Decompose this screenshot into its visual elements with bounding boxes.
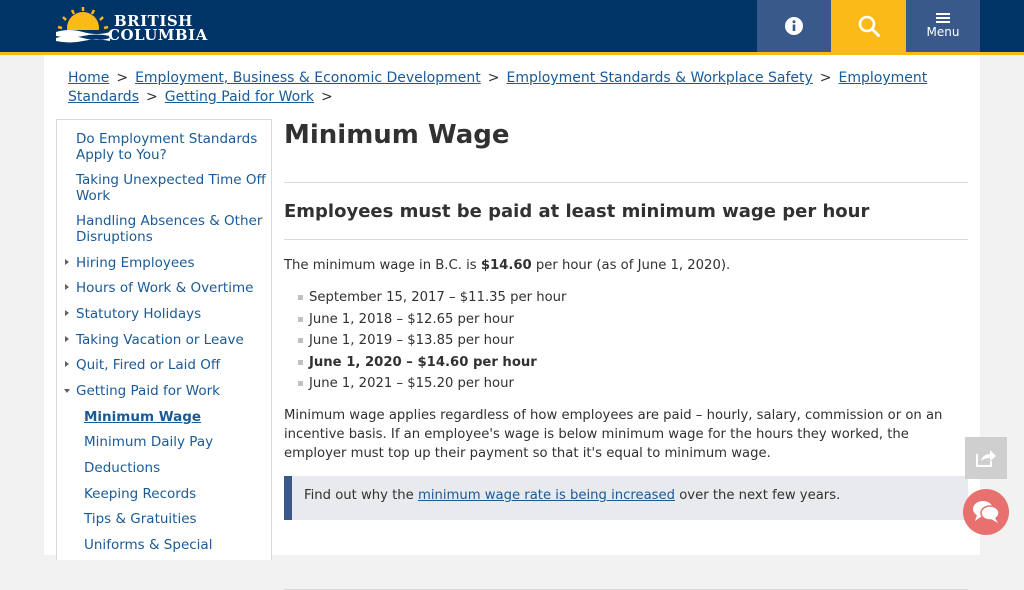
list-item: June 1, 2019 – $13.85 per hour (298, 330, 566, 352)
nav-subitem-keeping-records[interactable] (84, 486, 274, 502)
nav-subitem-tips[interactable] (84, 511, 274, 527)
info-button[interactable] (757, 0, 831, 52)
breadcrumb-getting-paid[interactable]: Getting Paid for Work (164, 89, 315, 105)
breadcrumb-separator: > (487, 70, 500, 86)
search-icon (858, 15, 880, 37)
list-item: June 1, 2018 – $12.65 per hour (298, 309, 566, 331)
nav-item-quit[interactable] (76, 357, 266, 373)
logo-line-columbia: COLUMBIA (108, 26, 208, 44)
info-callout (284, 476, 968, 520)
logo-line-british: BRITISH (114, 12, 193, 30)
share-icon (975, 448, 997, 468)
nav-item-vacation[interactable] (76, 332, 266, 348)
menu-button[interactable] (906, 0, 980, 52)
breadcrumb-separator: > (321, 89, 333, 105)
intro-paragraph (284, 256, 968, 275)
nav-subitem-minimum-wage[interactable] (84, 409, 274, 425)
nav-subitem-minimum-daily-pay[interactable] (84, 434, 274, 450)
caret-down-icon (64, 389, 70, 393)
nav-item-label: Taking Unexpected Time Off Work (76, 172, 266, 204)
sun-logo-icon (54, 6, 112, 46)
nav-item-label: Quit, Fired or Laid Off (76, 357, 221, 373)
breadcrumb-separator: > (819, 70, 832, 86)
nav-item-label: Deductions (84, 460, 161, 476)
breadcrumb-home[interactable]: Home (68, 70, 110, 86)
list-item: September 15, 2017 – $11.35 per hour (298, 287, 566, 309)
chat-button[interactable] (963, 489, 1009, 535)
callout-link[interactable]: minimum wage rate is being increased (417, 488, 676, 503)
breadcrumb-employment-business[interactable]: Employment, Business & Economic Development (135, 70, 481, 86)
share-button[interactable] (965, 437, 1007, 479)
divider (284, 182, 968, 183)
nav-item-label: Minimum Daily Pay (84, 434, 214, 450)
nav-item-label: Do Employment Standards Apply to You? (76, 131, 258, 163)
list-item-current: June 1, 2020 – $14.60 per hour (298, 352, 566, 374)
nav-subitem-deductions[interactable] (84, 460, 274, 476)
callout-text: Find out why the (304, 488, 418, 503)
info-icon (785, 17, 803, 35)
divider (284, 239, 968, 240)
bc-logo[interactable] (54, 6, 208, 48)
nav-item-apply[interactable] (76, 131, 266, 163)
logo-wordmark (108, 12, 208, 44)
nav-item-label: Tips & Gratuities (84, 511, 197, 527)
side-navigation (56, 119, 272, 560)
nav-item-label: Getting Paid for Work (76, 383, 220, 399)
caret-right-icon (65, 361, 69, 367)
nav-item-label: Minimum Wage (84, 409, 202, 425)
caret-right-icon (65, 310, 69, 316)
page-title: Minimum Wage (284, 120, 510, 150)
section-heading: Employees must be paid at least minimum wage per hour (284, 201, 870, 222)
nav-item-label: Keeping Records (84, 486, 197, 502)
nav-item-statutory[interactable] (76, 306, 266, 322)
nav-item-unexpected-time-off[interactable] (76, 172, 266, 204)
breadcrumb-employment-standards[interactable]: Employment Standards (68, 70, 928, 105)
breadcrumb (68, 69, 948, 107)
nav-item-absences[interactable] (76, 213, 266, 245)
page-content (44, 55, 980, 555)
chat-icon (971, 499, 1001, 525)
current-wage-value: $14.60 (480, 258, 532, 273)
menu-label: Menu (926, 25, 960, 39)
nav-item-label: Uniforms & Special (84, 537, 213, 553)
caret-right-icon (65, 336, 69, 342)
intro-text: The minimum wage in B.C. is (284, 258, 481, 273)
list-item: June 1, 2021 – $15.20 per hour (298, 373, 566, 395)
breadcrumb-separator: > (145, 89, 158, 105)
callout-text-end: over the next few years. (675, 488, 841, 503)
breadcrumb-employment-standards-safety[interactable]: Employment Standards & Workplace Safety (506, 70, 813, 86)
nav-item-label: Handling Absences & Other Disruptions (76, 213, 263, 245)
nav-item-hiring[interactable] (76, 255, 266, 271)
nav-item-label: Hiring Employees (76, 255, 195, 271)
nav-item-getting-paid[interactable] (76, 383, 266, 399)
nav-item-label: Statutory Holidays (76, 306, 202, 322)
body-paragraph: Minimum wage applies regardless of how employees are paid – hourly, salary, commission or on an incentive basis. If an employee's wage is below minimum wage for the hours they worked, the employer must top up their payment so that it's equal to minimum wage. (284, 408, 943, 461)
caret-right-icon (65, 259, 69, 265)
search-button[interactable] (831, 0, 906, 52)
hamburger-icon (936, 13, 950, 23)
nav-item-label: Taking Vacation or Leave (76, 332, 244, 348)
site-header (0, 0, 1024, 55)
nav-item-label: Hours of Work & Overtime (76, 280, 254, 296)
nav-item-hours[interactable] (76, 280, 266, 296)
wage-rate-list (298, 287, 566, 395)
caret-right-icon (65, 284, 69, 290)
intro-text-end: per hour (as of June 1, 2020). (531, 258, 731, 273)
breadcrumb-separator: > (116, 70, 129, 86)
